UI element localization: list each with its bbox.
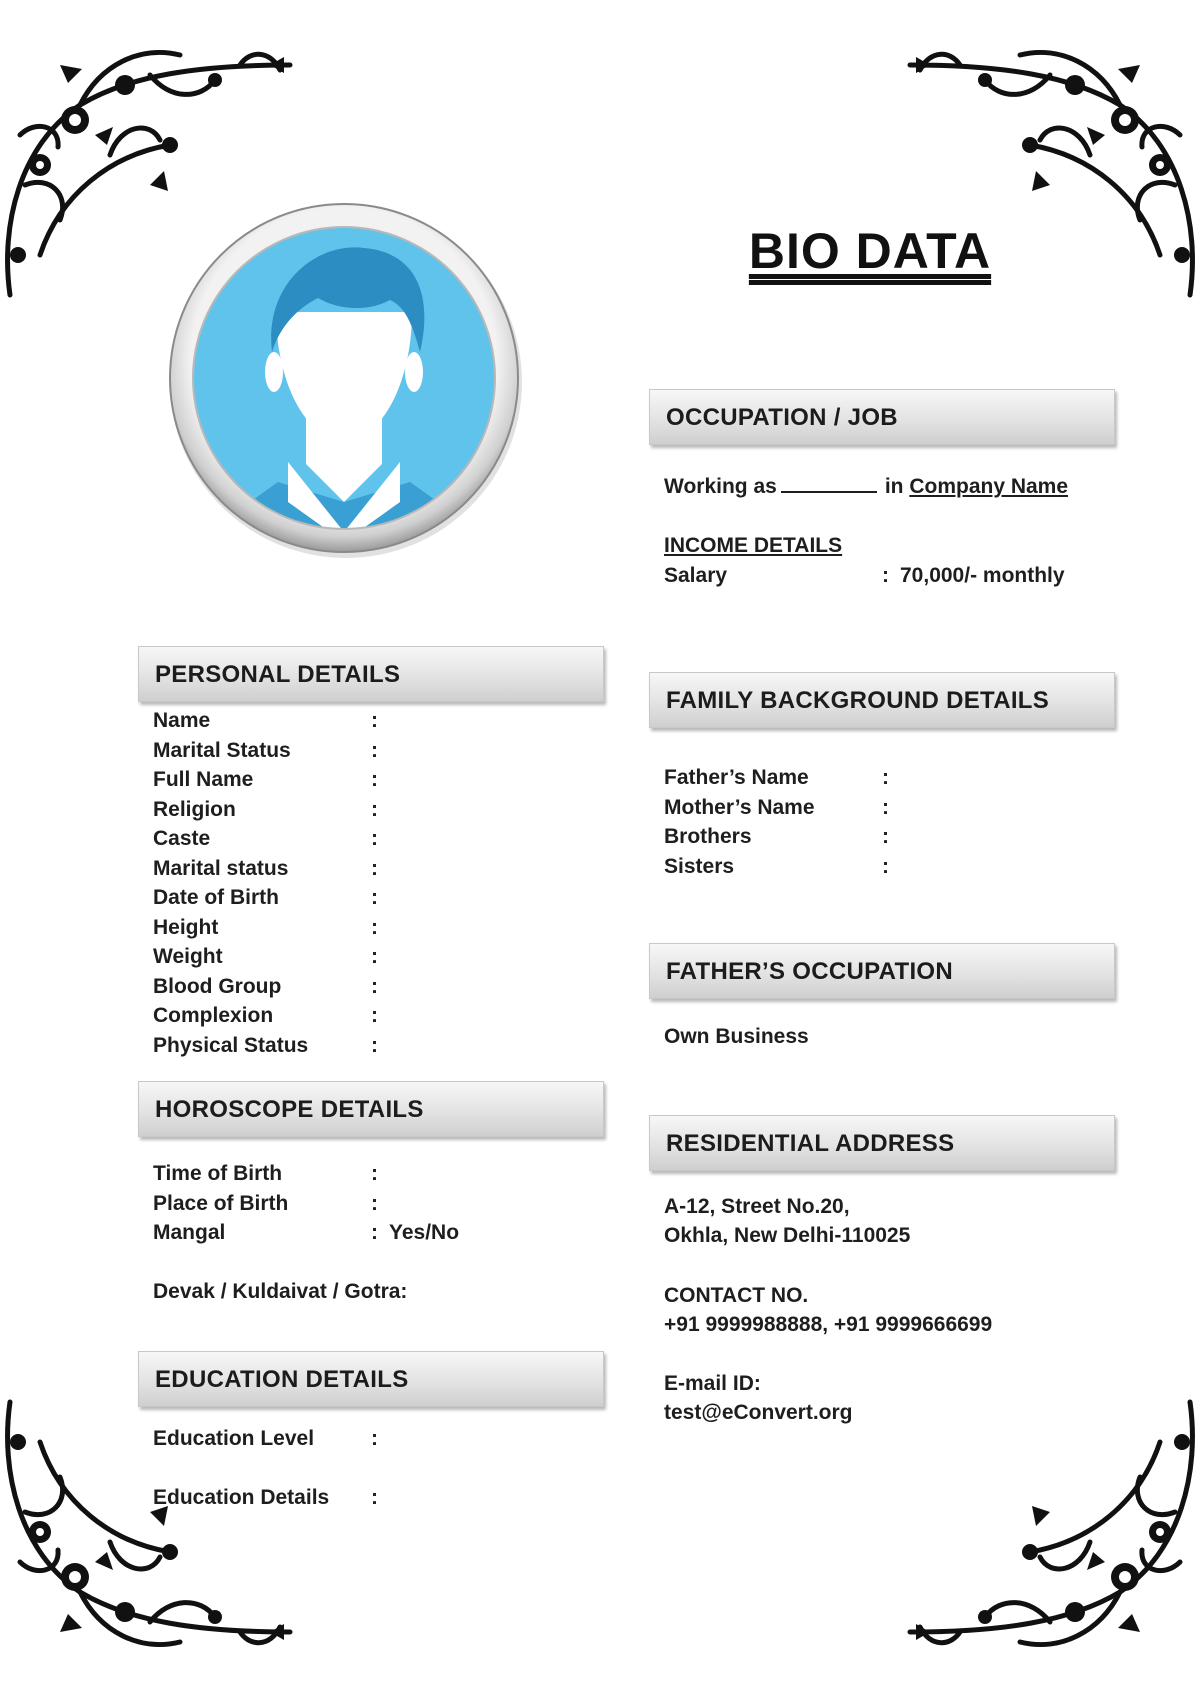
colon: : (371, 797, 378, 821)
detail-row (153, 1001, 593, 1031)
fathers-occupation-heading: FATHER’S OCCUPATION (649, 943, 1115, 999)
detail-label: Marital status (153, 856, 289, 880)
floral-corner-bottom-right-icon (900, 1372, 1200, 1672)
detail-value[interactable]: Yes/No (389, 1221, 460, 1244)
detail-label: Full Name (153, 768, 254, 791)
colon: : (371, 1004, 378, 1027)
detail-row (664, 852, 1104, 882)
detail-label: Father’s Name (664, 766, 809, 789)
colon: : (371, 827, 378, 850)
detail-row (153, 942, 593, 972)
fathers-occupation-value: Own Business (664, 1025, 809, 1048)
detail-row (664, 793, 1104, 823)
education-level-label: Education Level (153, 1427, 315, 1450)
detail-label: Complexion (153, 1004, 274, 1027)
horoscope-details-heading: HOROSCOPE DETAILS (138, 1081, 604, 1137)
family-details-list (664, 763, 1104, 881)
detail-label: Caste (153, 827, 211, 850)
colon: : (882, 766, 889, 789)
colon: : (882, 564, 889, 587)
detail-label: Name (153, 709, 211, 732)
detail-row (153, 736, 593, 766)
detail-label: Height (153, 915, 219, 939)
occupation-heading: OCCUPATION / JOB (649, 389, 1115, 445)
personal-details-list (153, 706, 593, 1060)
detail-label: Time of Birth (153, 1162, 283, 1185)
floral-corner-bottom-left-icon (0, 1372, 300, 1672)
colon: : (371, 1486, 378, 1509)
education-details-label: Education Details (153, 1486, 330, 1509)
address-line-2: Okhla, New Delhi-110025 (664, 1224, 911, 1247)
residential-address-heading: RESIDENTIAL ADDRESS (649, 1115, 1115, 1171)
colon: : (371, 1221, 378, 1244)
detail-row (153, 1159, 593, 1189)
gotra-label: Devak / Kuldaivat / Gotra: (153, 1280, 408, 1303)
detail-row (153, 913, 593, 943)
contact-value[interactable]: +91 9999988888, +91 9999666699 (664, 1313, 993, 1336)
detail-row (153, 1218, 593, 1248)
colon: : (371, 709, 378, 732)
colon: : (371, 768, 378, 791)
email-value[interactable]: test@eConvert.org (664, 1401, 853, 1424)
detail-label: Religion (153, 797, 236, 821)
contact-label: CONTACT NO. (664, 1284, 809, 1307)
company-name: Company Name (909, 475, 1069, 498)
colon: : (371, 974, 378, 998)
floral-corner-top-right-icon (900, 25, 1200, 325)
detail-label: Mangal (153, 1221, 226, 1244)
salary-value: 70,000/- monthly (900, 564, 1065, 587)
detail-row (153, 706, 593, 736)
education-details-row (153, 1483, 593, 1513)
colon: : (882, 825, 889, 848)
working-as-line (664, 472, 1068, 502)
detail-label: Physical Status (153, 1033, 309, 1057)
detail-label: Place of Birth (153, 1191, 289, 1215)
education-level-row (153, 1424, 593, 1454)
education-details-list (153, 1424, 593, 1513)
detail-row (664, 763, 1104, 793)
income-details-heading: INCOME DETAILS (664, 534, 843, 557)
working-as-label: Working as (664, 475, 777, 498)
detail-label: Marital Status (153, 738, 291, 762)
detail-row (153, 972, 593, 1002)
detail-row (153, 765, 593, 795)
colon: : (371, 1191, 378, 1215)
salary-row (664, 561, 1124, 591)
colon: : (371, 1427, 378, 1450)
detail-row (153, 883, 593, 913)
email-label: E-mail ID: (664, 1372, 761, 1395)
detail-row (153, 1031, 593, 1061)
colon: : (371, 1033, 378, 1057)
detail-row (153, 854, 593, 884)
colon: : (371, 886, 378, 909)
colon: : (371, 945, 378, 968)
page-title: BIO DATA (748, 223, 992, 279)
detail-label: Mother’s Name (664, 795, 815, 819)
profile-avatar-icon[interactable] (168, 202, 528, 562)
colon: : (882, 854, 889, 878)
colon: : (371, 738, 378, 762)
colon: : (882, 795, 889, 819)
detail-row (664, 822, 1104, 852)
detail-label: Blood Group (153, 974, 282, 998)
education-details-heading: EDUCATION DETAILS (138, 1351, 604, 1407)
colon: : (371, 1162, 378, 1185)
detail-row (153, 1189, 593, 1219)
job-title-blank[interactable] (781, 473, 877, 493)
family-background-heading: FAMILY BACKGROUND DETAILS (649, 672, 1115, 728)
colon: : (371, 915, 378, 939)
detail-row (153, 795, 593, 825)
horoscope-details-list (153, 1159, 593, 1248)
detail-row (153, 824, 593, 854)
detail-label: Weight (153, 945, 223, 968)
income-rows (664, 561, 1124, 591)
salary-label: Salary (664, 564, 728, 587)
personal-details-heading: PERSONAL DETAILS (138, 646, 604, 702)
address-line-1: A-12, Street No.20, (664, 1195, 850, 1218)
detail-label: Brothers (664, 825, 752, 848)
detail-label: Date of Birth (153, 886, 279, 909)
detail-label: Sisters (664, 854, 735, 878)
colon: : (371, 856, 378, 880)
in-label: in (884, 475, 904, 498)
